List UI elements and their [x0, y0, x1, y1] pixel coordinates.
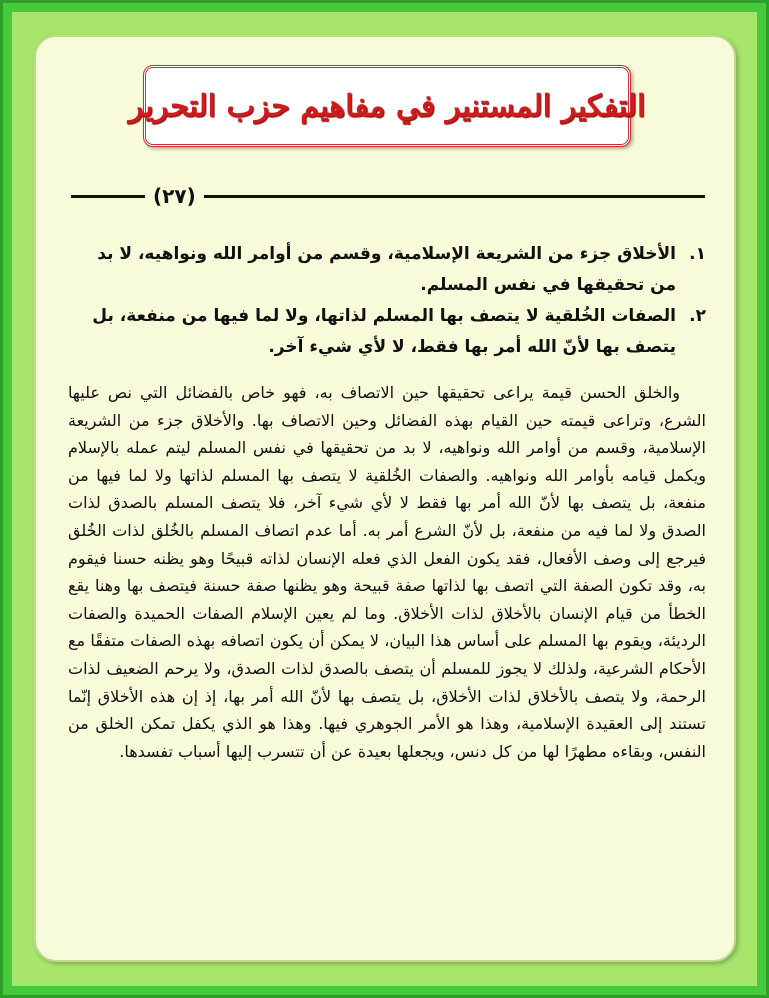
page-number: (٢٧) — [153, 184, 196, 208]
body-paragraph: والخلق الحسن قيمة يراعى تحقيقها حين الاتصاف به، فهو خاص بالفضائل التي نص عليها الشرع، وتراعى قيمته حين القيام بهذه الفضائل وحين الاتصاف بها. والأخلاق جزء من الشريعة الإسلامية، وقسم من أوامر الله ونواهيه، لا بد من تحقيقها في نفس المسلم ليتم عمله بالإسلام ويكمل قيامه بأوامر الله ونواهيه. والصفات الخُلقية لا يتصف بها المسلم لذاتها ولا لما فيها من منفعة، بل يتصف بها لأنّ الله أمر بها فقط لا لأي شيء آخر، فلا يتصف المسلم بالصدق لذات الصدق ولا لما فيه من منفعة، بل لأنّ الشرع أمر به. أما عدم اتصاف المسلم بالخُلق لذات الخُلق فيرجع إلى وصف الأفعال، فقد يكون الفعل الذي فعله الإنسان لذاته قبيحًا وهو يظنه حسنا فيقوم به، وقد تكون الصفة التي اتصف بها لذاتها صفة قبيحة وهو يظنها صفة حسنة فيتصف بها وهنا يقع الخطأ من قيام الإنسان بالأخلاق لذات الأخلاق. وما لم يعين الإسلام الصفات الحميدة والصفات الرديئة، ويقوم بها المسلم على أساس هذا البيان، لا يمكن أن يكون اتصافه بهذه الصفات متفقًا مع الأحكام الشرعية، ولذلك لا يجوز للمسلم أن يتصف بالصدق لذات الصدق، ولا يرحم الضعيف لذات الرحمة، ولا يتصف بالأخلاق لذات الأخلاق، بل يتصف بها لأنّ الله أمر بها، إذ إن هذه الأخلاق إنّما تستند إلى العقيدة الإسلامية، وهذا هو الأمر الجوهري فيها. وهذا هو الذي يكفل تمكن الخلق من النفس، وبقاءه مطهرًا لها من كل دنس، ويجعلها بعيدة عن أن تتسرب إليها أسباب تفسدها. — [68, 383, 706, 761]
divider-line-left — [71, 195, 145, 198]
point-number: ١. — [689, 244, 706, 264]
header-banner — [128, 65, 646, 147]
point-text: الصفات الخُلقية لا يتصف بها المسلم لذاتها، ولا لما فيها من منفعة، بل يتصف بها لأنّ الله أمر بها فقط، لا لأي شيء آخر. — [92, 306, 676, 357]
point-number: ٢. — [689, 306, 706, 326]
content-panel — [34, 35, 736, 962]
header-title: التفكير المستنير في مفاهيم حزب التحرير — [128, 88, 646, 124]
summary-point — [68, 239, 706, 301]
divider-line-right — [204, 195, 705, 198]
point-text: الأخلاق جزء من الشريعة الإسلامية، وقسم من أوامر الله ونواهيه، لا بد من تحقيقها في نفس المسلم. — [97, 244, 676, 295]
summary-points — [68, 239, 706, 363]
page-number-divider — [71, 183, 705, 209]
summary-point — [68, 301, 706, 363]
